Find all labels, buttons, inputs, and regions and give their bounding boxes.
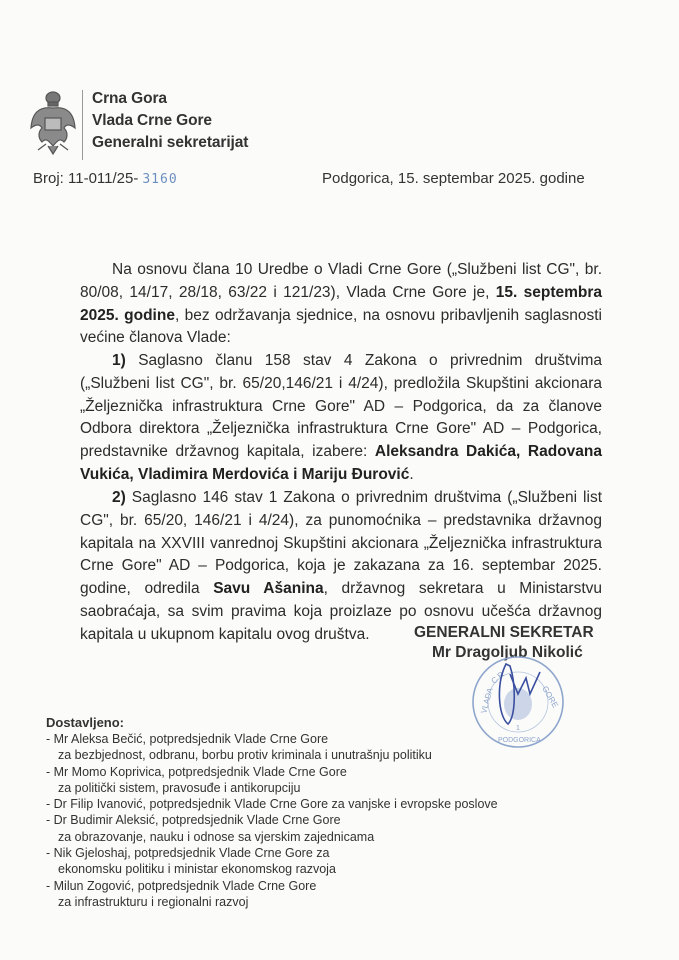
- item-2-end: , državnog sekretara u Ministarstvu saobraćaja, sa svim pravima koja proizlaze po osnovu učešća državnog kapitala u ukupnom kapitalu ovog društva.: [80, 580, 602, 643]
- distribution-entry: [46, 812, 498, 845]
- item-1-number: 1): [112, 352, 126, 369]
- recipient-portfolio: za infrastrukturu i regionalni razvoj: [58, 894, 249, 909]
- recipient-portfolio: za obrazovanje, nauku i odnose sa vjerskim zajednicama: [58, 829, 375, 844]
- recipient-line: - Mr Momo Koprivica, potpredsjednik Vlade Crne Gore: [46, 764, 347, 779]
- signature-title: GENERALNI SEKRETAR: [414, 624, 594, 641]
- header-divider: [82, 90, 83, 160]
- distribution-list: [46, 731, 498, 910]
- header-secretariat: Generalni sekretarijat: [92, 134, 249, 151]
- coat-of-arms-icon: [28, 88, 78, 160]
- signature-name: Mr Dragoljub Nikolić: [432, 644, 583, 661]
- svg-text:C R: C R: [489, 669, 506, 686]
- recipient-line: - Dr Budimir Aleksić, potpredsjednik Vlade Crne Gore: [46, 813, 341, 828]
- recipient-portfolio: za politički sistem, pravosuđe i antikorupciju: [58, 780, 301, 795]
- svg-text:PODGORICA: PODGORICA: [498, 737, 541, 744]
- reference-number: [33, 170, 178, 187]
- item-1-names: Aleksandra Dakića, Radovana Vukića, Vladimira Merdovića i Mariju Đurović: [80, 443, 602, 483]
- recipient-line: - Mr Aleksa Bečić, potpredsjednik Vlade Crne Gore: [46, 732, 329, 746]
- recipient-line: - Milun Zogović, potpredsjednik Vlade Crne Gore: [46, 878, 317, 893]
- item-2-number: 2): [112, 489, 126, 506]
- svg-text:VLADA: VLADA: [479, 686, 495, 715]
- place-date: Podgorica, 15. septembar 2025. godine: [322, 170, 585, 187]
- distribution-title: Dostavljeno:: [46, 715, 125, 730]
- svg-text:GORE: GORE: [540, 684, 560, 710]
- decision-item-1: [80, 350, 602, 487]
- handwritten-number: 3160: [142, 172, 178, 187]
- recipient-portfolio: za bezbjednost, odbranu, borbu protiv kriminala i unutrašnju politiku: [58, 748, 432, 763]
- distribution-entry: [46, 796, 498, 812]
- item-1-end: .: [409, 465, 414, 483]
- intro-paragraph: [80, 259, 602, 350]
- distribution-entry: [46, 764, 498, 797]
- recipient-portfolio: ekonomsku politiku i ministar ekonomskog razvoja: [58, 862, 336, 877]
- recipient-line: - Dr Filip Ivanović, potpredsjednik Vlade Crne Gore za vanjske i evropske poslove: [46, 797, 498, 812]
- header-country: Crna Gora: [92, 90, 167, 107]
- item-2-name: Savu Ašanina: [213, 580, 324, 598]
- distribution-entry: [46, 845, 498, 878]
- recipient-line: - Nik Gjeloshaj, potpredsjednik Vlade Crne Gore za: [46, 846, 330, 861]
- intro-text: Na osnovu člana 10 Uredbe o Vladi Crne Gore („Službeni list CG", br. 80/08, 14/17, 28/18, 63/22 i 121/23), Vlada Crne Gore je,: [80, 261, 602, 301]
- decision-date: 15. septembra 2025. godine: [80, 283, 603, 324]
- reference-label: Broj: 11-011/25-: [33, 170, 139, 187]
- item-1-text: Saglasno članu 158 stav 4 Zakona o privrednim društvima („Službeni list CG", br. 65/20,146/21 i 4/24), predložila Skupštini akcionara „Željeznička infrastruktura Crne Gore" AD – Podgorica, da za članove Odbora direktora „Željeznička infrastruktura Crne Gore" AD – Podgorica, predstavnike državnog kapitala, izabere:: [80, 352, 602, 461]
- distribution-entry: [46, 878, 498, 911]
- decision-item-2: [80, 487, 602, 647]
- header-government: Vlada Crne Gore: [92, 112, 212, 129]
- svg-text:1: 1: [516, 725, 520, 732]
- intro-text-end: , bez održavanja sjednice, na osnovu pribavljenih saglasnosti većine članova Vlade:: [80, 306, 602, 347]
- item-2-text: Saglasno 146 stav 1 Zakona o privrednim društvima („Službeni list CG", br. 65/20, 146/21 i 4/24), za punomoćnika – predstavnika državnog kapitala na XXVIII vanrednoj Skupštini akcionara „Željeznička infrastruktura Crne Gore" AD – Podgorica, koja je zakazana za 16. septembar 2025. godine, odredila: [80, 489, 602, 598]
- distribution-entry: [46, 731, 498, 764]
